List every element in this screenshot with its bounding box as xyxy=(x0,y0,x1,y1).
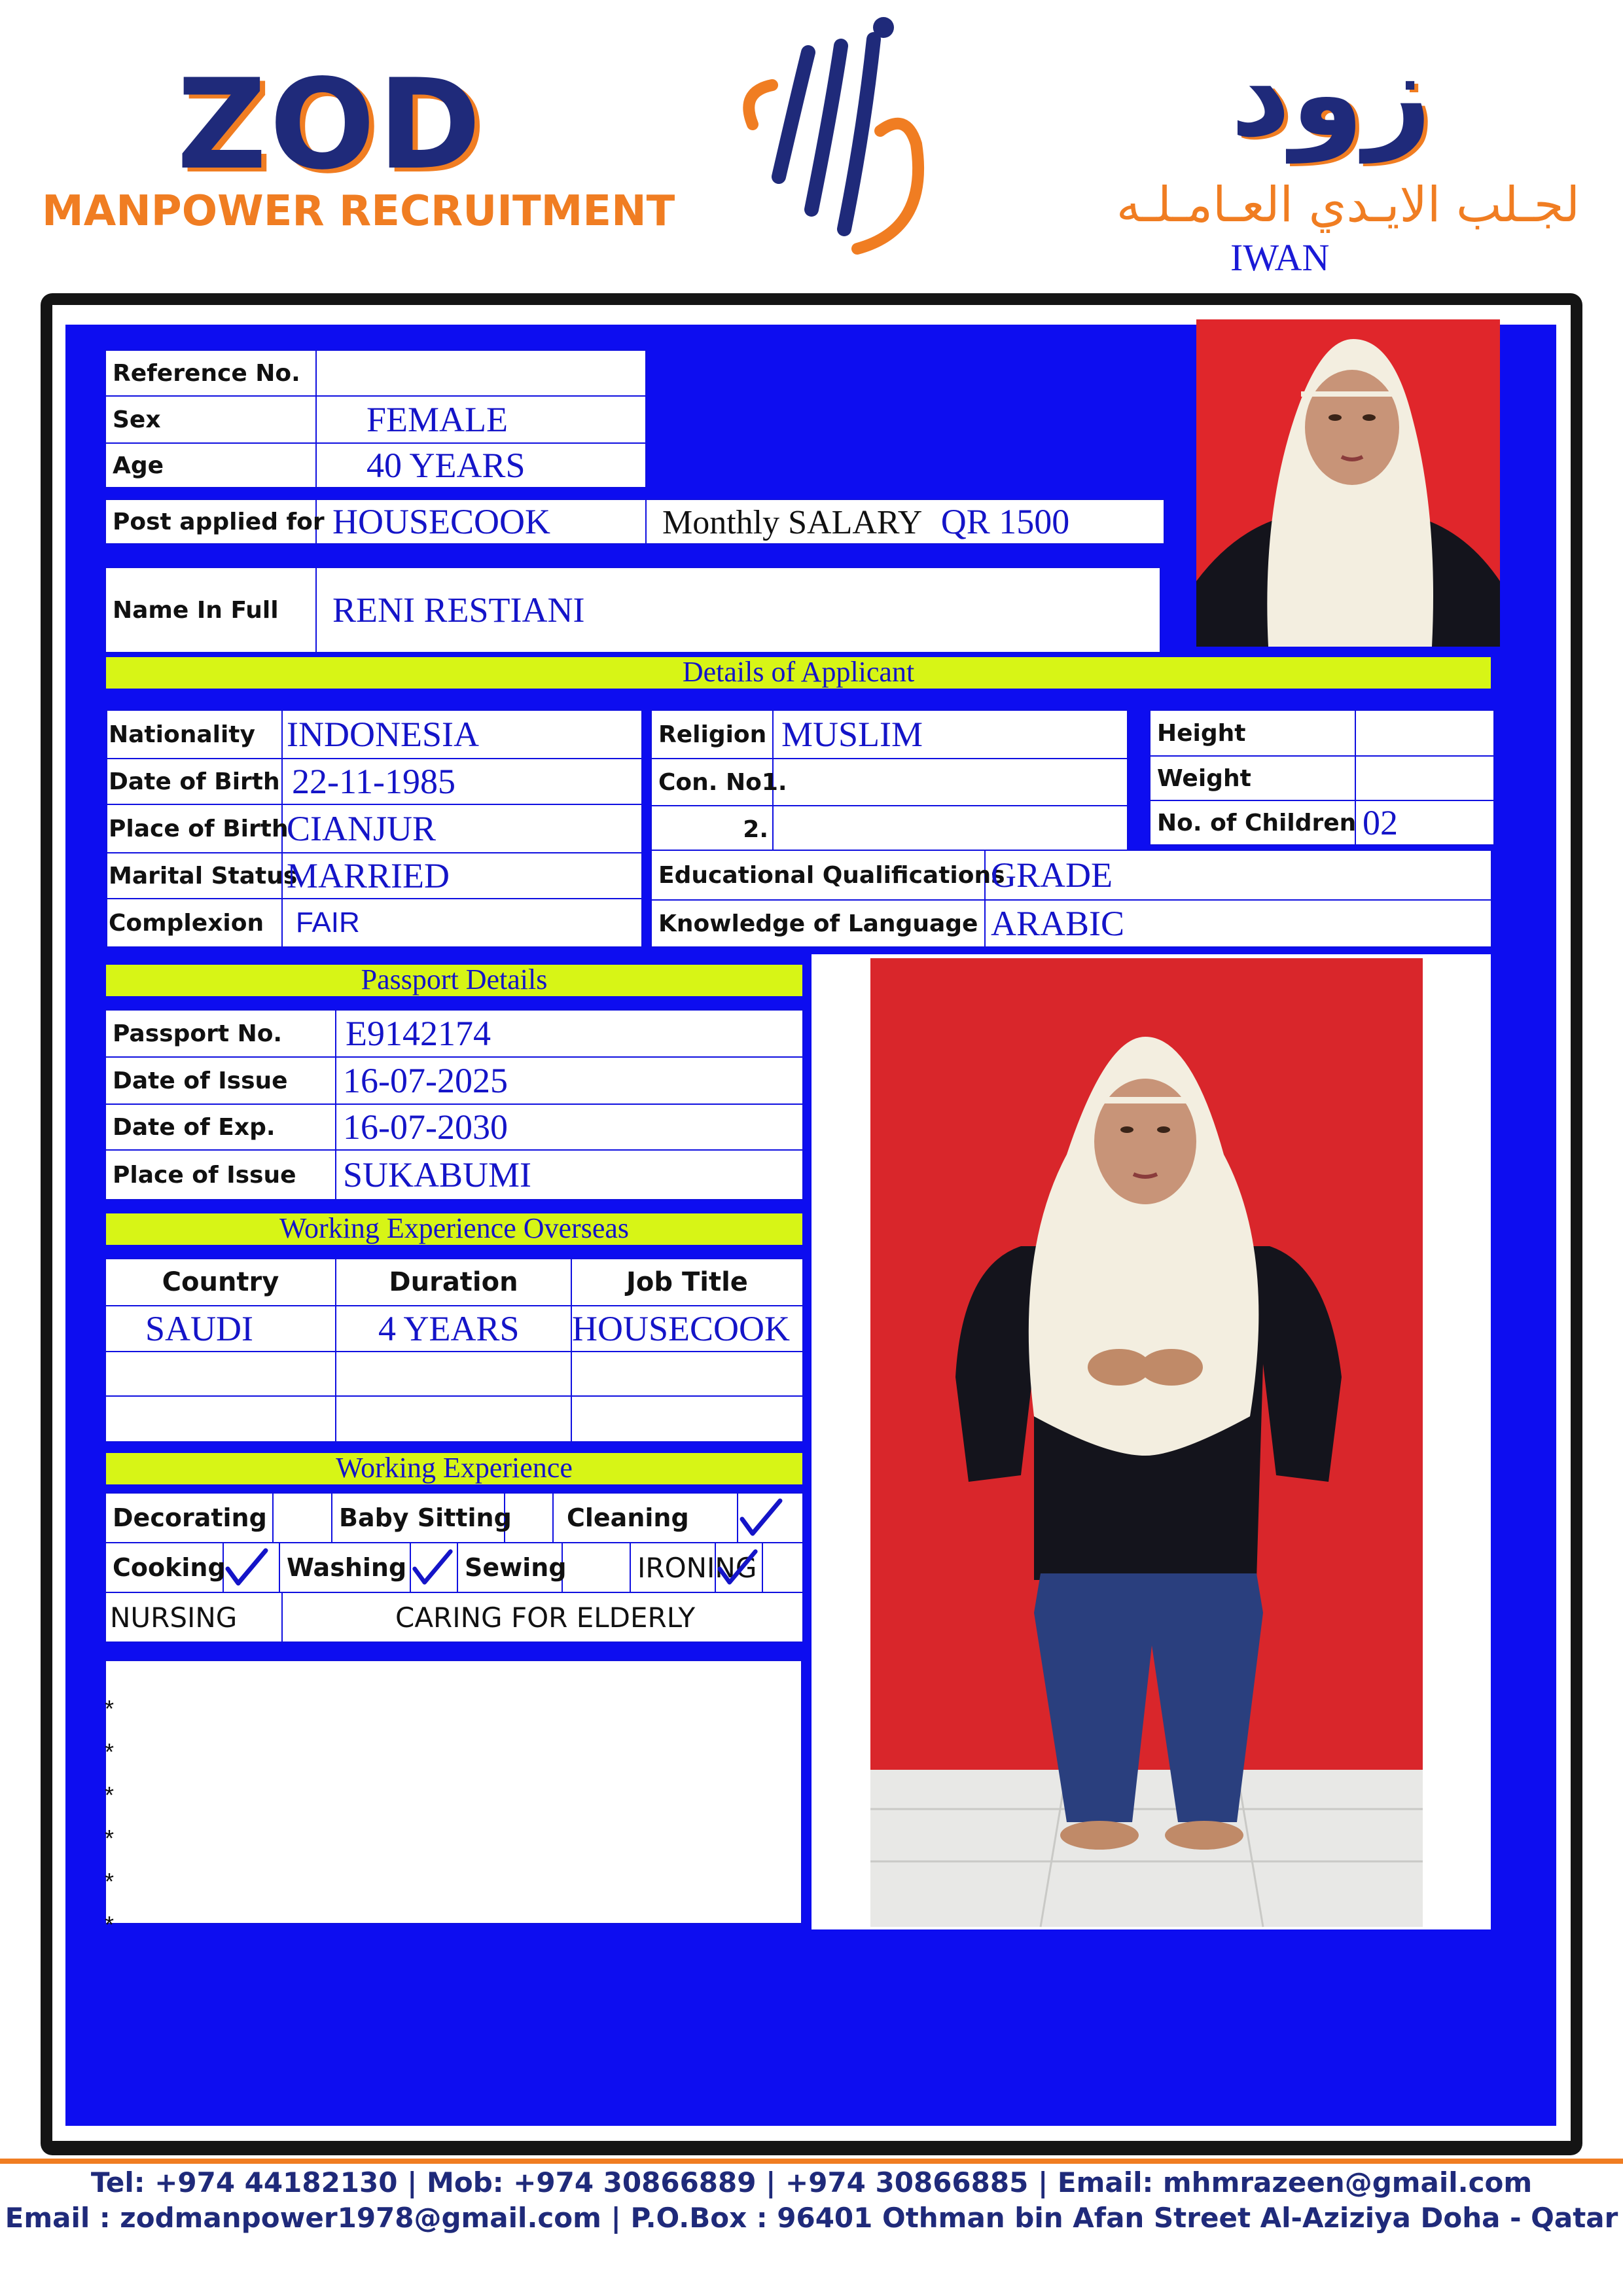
skills-table-row3 xyxy=(105,1592,804,1643)
skill-sewing: Sewing xyxy=(457,1543,562,1592)
reference-value xyxy=(316,350,646,396)
agent-name: IWAN xyxy=(1230,236,1330,279)
contact1-value xyxy=(773,759,1128,806)
name-value: RENI RESTIANI xyxy=(316,567,1160,653)
brand-arabic-text: زود xyxy=(1230,26,1432,163)
overseas-cell xyxy=(105,1396,336,1442)
experience-section-title: Working Experience xyxy=(106,1453,802,1484)
contact1-label: Con. No1. xyxy=(651,759,773,806)
post-value: HOUSECOOK xyxy=(316,499,646,544)
weight-label: Weight xyxy=(1150,756,1355,800)
passport-issue-value: 16-07-2025 xyxy=(336,1057,803,1104)
contact2-value xyxy=(773,806,1128,853)
children-label: No. of Children xyxy=(1150,800,1355,845)
language-label: Knowledge of Language xyxy=(651,900,985,947)
passport-table xyxy=(105,1009,804,1200)
post-salary-table xyxy=(105,499,1165,545)
complexion-label: Complexion xyxy=(107,899,282,947)
education-label: Educational Qualifications xyxy=(651,850,985,900)
passport-issue-label: Date of Issue xyxy=(105,1057,336,1104)
dob-label: Date of Birth xyxy=(107,759,282,804)
overseas-cell xyxy=(105,1352,336,1396)
brand-arabic-tagline: لجـلب الايـدي العـامـلـه xyxy=(1116,177,1580,233)
skill-washing: Washing xyxy=(279,1543,410,1592)
dob-value: 22-11-1985 xyxy=(282,759,642,804)
skill-cleaning: Cleaning xyxy=(553,1493,738,1543)
skill-ironing: IRONING xyxy=(630,1543,715,1592)
table-row xyxy=(105,1306,803,1352)
passport-place-label: Place of Issue xyxy=(105,1150,336,1200)
skill-cleaning-check xyxy=(738,1493,803,1543)
skill-cooking: Cooking xyxy=(105,1543,223,1592)
nationality-value: INDONESIA xyxy=(282,710,642,759)
overseas-cell xyxy=(336,1352,571,1396)
list-item: * xyxy=(105,1825,115,1852)
passport-place-value: SUKABUMI xyxy=(336,1150,803,1200)
post-label: Post applied for xyxy=(105,499,316,544)
children-value: 02 xyxy=(1355,800,1494,845)
footer-divider xyxy=(0,2159,1623,2164)
height-value xyxy=(1355,710,1494,756)
skill-caring-elderly: CARING FOR ELDERLY xyxy=(282,1592,803,1642)
footer-contact-line2: Email : zodmanpower1978@gmail.com | P.O.Box : 96401 Othman bin Afan Street Al-Aziziya Doha - Qatar xyxy=(5,2202,1618,2234)
skill-decorating: Decorating xyxy=(105,1493,273,1543)
checkmark-icon xyxy=(738,1497,784,1539)
overseas-cell xyxy=(336,1396,571,1442)
passport-expiry-value: 16-07-2030 xyxy=(336,1104,803,1150)
passport-expiry-label: Date of Exp. xyxy=(105,1104,336,1150)
list-item: * xyxy=(105,1782,115,1808)
nationality-label: Nationality xyxy=(107,710,282,759)
basic-info-table xyxy=(105,350,647,488)
overseas-header-country: Country xyxy=(105,1259,336,1306)
reference-label: Reference No. xyxy=(105,350,316,396)
overseas-cell: HOUSECOOK xyxy=(571,1306,803,1352)
sex-label: Sex xyxy=(105,396,316,443)
passport-section-title: Passport Details xyxy=(106,965,802,996)
passport-number-label: Passport No. xyxy=(105,1010,336,1057)
full-name-table xyxy=(105,567,1161,653)
education-language-table xyxy=(651,850,1492,948)
skill-baby-sitting: Baby Sitting xyxy=(332,1493,505,1543)
overseas-cell xyxy=(571,1396,803,1442)
skill-baby-sitting-check xyxy=(505,1493,553,1543)
skill-sewing-check xyxy=(562,1543,630,1592)
pob-value: CIANJUR xyxy=(282,804,642,853)
passport-number-value: E9142174 xyxy=(336,1010,803,1057)
list-item: * xyxy=(105,1911,115,1938)
overseas-cell xyxy=(571,1352,803,1396)
skill-washing-check xyxy=(410,1543,457,1592)
weight-value xyxy=(1355,756,1494,800)
skill-ironing-check xyxy=(715,1543,762,1592)
overseas-header-job: Job Title xyxy=(571,1259,803,1306)
overseas-cell: SAUDI xyxy=(105,1306,336,1352)
pob-label: Place of Birth xyxy=(107,804,282,853)
overseas-section-title: Working Experience Overseas xyxy=(106,1213,802,1245)
marital-value: MARRIED xyxy=(282,853,642,899)
education-value: GRADE xyxy=(985,850,1491,900)
skills-table xyxy=(105,1492,804,1543)
contact2-label: 2. xyxy=(651,806,773,853)
notes-list xyxy=(105,1687,114,1946)
list-item: * xyxy=(105,1738,115,1765)
religion-value: MUSLIM xyxy=(773,710,1128,759)
age-label: Age xyxy=(105,443,316,488)
notes-box xyxy=(105,1660,802,1924)
footer-contact-line1: Tel: +974 44182130 | Mob: +974 30866889 | +974 30866885 | Email: mhmrazeen@gmail.com xyxy=(90,2166,1533,2198)
height-label: Height xyxy=(1150,710,1355,756)
list-item: * xyxy=(105,1868,115,1895)
checkmark-icon xyxy=(716,1547,759,1588)
checkmark-icon xyxy=(411,1547,454,1588)
sex-value: FEMALE xyxy=(316,396,646,443)
overseas-cell: 4 YEARS xyxy=(336,1306,571,1352)
skill-empty-cell xyxy=(762,1543,803,1592)
language-value: ARABIC xyxy=(985,900,1491,947)
brand-logo-text: ZOD xyxy=(177,52,484,197)
salary-label: Monthly SALARY xyxy=(662,504,923,541)
checkmark-icon xyxy=(224,1547,270,1588)
table-row xyxy=(105,1396,803,1442)
physical-table xyxy=(1149,709,1495,846)
personal-details-table xyxy=(106,709,643,948)
company-logo-icon xyxy=(733,13,942,262)
brand-tagline: MANPOWER RECRUITMENT xyxy=(42,187,675,236)
religion-label: Religion xyxy=(651,710,773,759)
salary-value: QR 1500 xyxy=(940,502,1070,541)
age-value: 40 YEARS xyxy=(316,443,646,488)
list-item: * xyxy=(105,1695,115,1722)
skills-table-row2 xyxy=(105,1542,804,1593)
skill-cooking-check xyxy=(223,1543,279,1592)
marital-label: Marital Status xyxy=(107,853,282,899)
table-row xyxy=(105,1352,803,1396)
name-label: Name In Full xyxy=(105,567,316,653)
salary-cell xyxy=(646,499,1164,544)
portrait-photo xyxy=(1196,319,1500,647)
overseas-table xyxy=(105,1258,804,1443)
skill-nursing: NURSING xyxy=(105,1592,282,1642)
complexion-value: FAIR xyxy=(282,899,642,947)
skill-decorating-check xyxy=(273,1493,332,1543)
details-section-title: Details of Applicant xyxy=(106,657,1491,689)
full-body-photo xyxy=(870,958,1423,1927)
religion-contact-table xyxy=(651,709,1128,853)
overseas-header-duration: Duration xyxy=(336,1259,571,1306)
